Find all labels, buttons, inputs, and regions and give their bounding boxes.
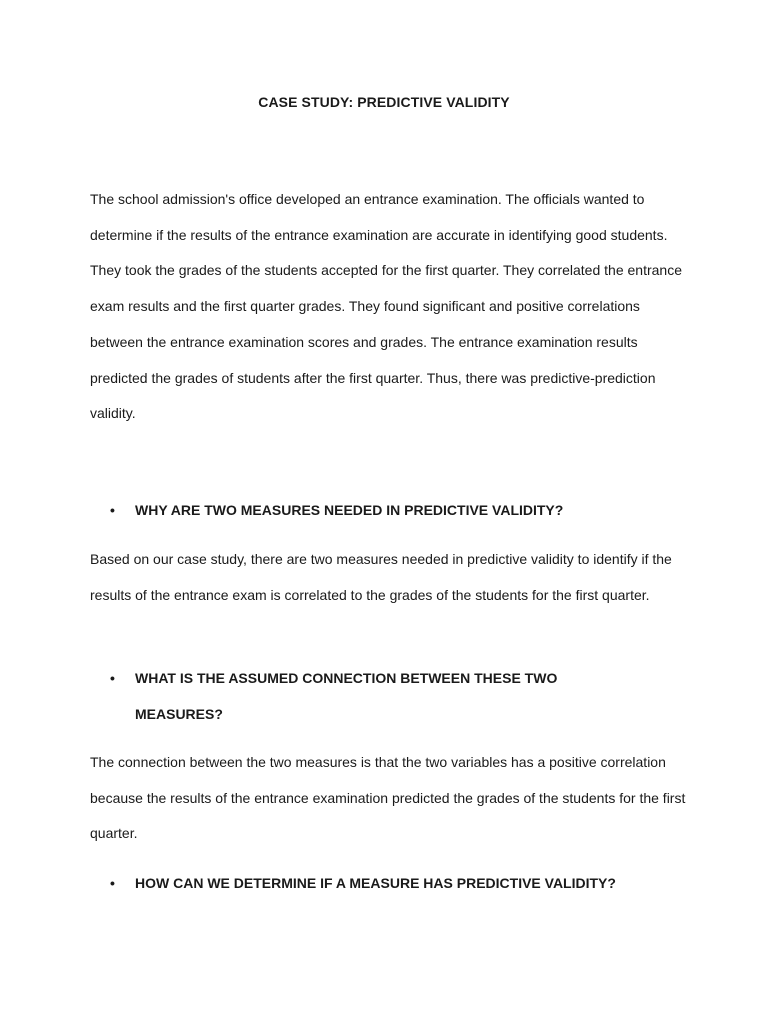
intro-paragraph: The school admission's office developed an entrance examination. The officials wanted to determine if the results of the entrance examination are accurate in identifying good students. They took the grades of the students accepted for the first quarter. They correlated the entrance exam results and the first quarter grades. They found significant and positive correlations between the entrance examination scores and grades. The entrance examination results predicted the grades of students after the first quarter. Thus, there was predictive-prediction validity. xyxy=(90,191,682,422)
question-item xyxy=(110,493,710,529)
bullet-icon: • xyxy=(110,875,115,891)
question-item xyxy=(110,866,710,902)
document-title: CASE STUDY: PREDICTIVE VALIDITY xyxy=(258,94,510,110)
answer-paragraph: Based on our case study, there are two measures needed in predictive validity to identify if the results of the entrance exam is correlated to the grades of the students for the first quarter. xyxy=(90,551,672,603)
question-item xyxy=(110,661,710,732)
bullet-icon: • xyxy=(110,502,115,518)
bullet-icon: • xyxy=(110,670,115,686)
question-heading: WHY ARE TWO MEASURES NEEDED IN PREDICTIVE VALIDITY? xyxy=(135,502,564,518)
question-heading: HOW CAN WE DETERMINE IF A MEASURE HAS PREDICTIVE VALIDITY? xyxy=(135,875,616,891)
question-heading: WHAT IS THE ASSUMED CONNECTION BETWEEN THESE TWO MEASURES? xyxy=(135,670,558,722)
answer-paragraph: The connection between the two measures is that the two variables has a positive correlation because the results of the entrance examination predicted the grades of the students for the first quarter. xyxy=(90,754,686,842)
